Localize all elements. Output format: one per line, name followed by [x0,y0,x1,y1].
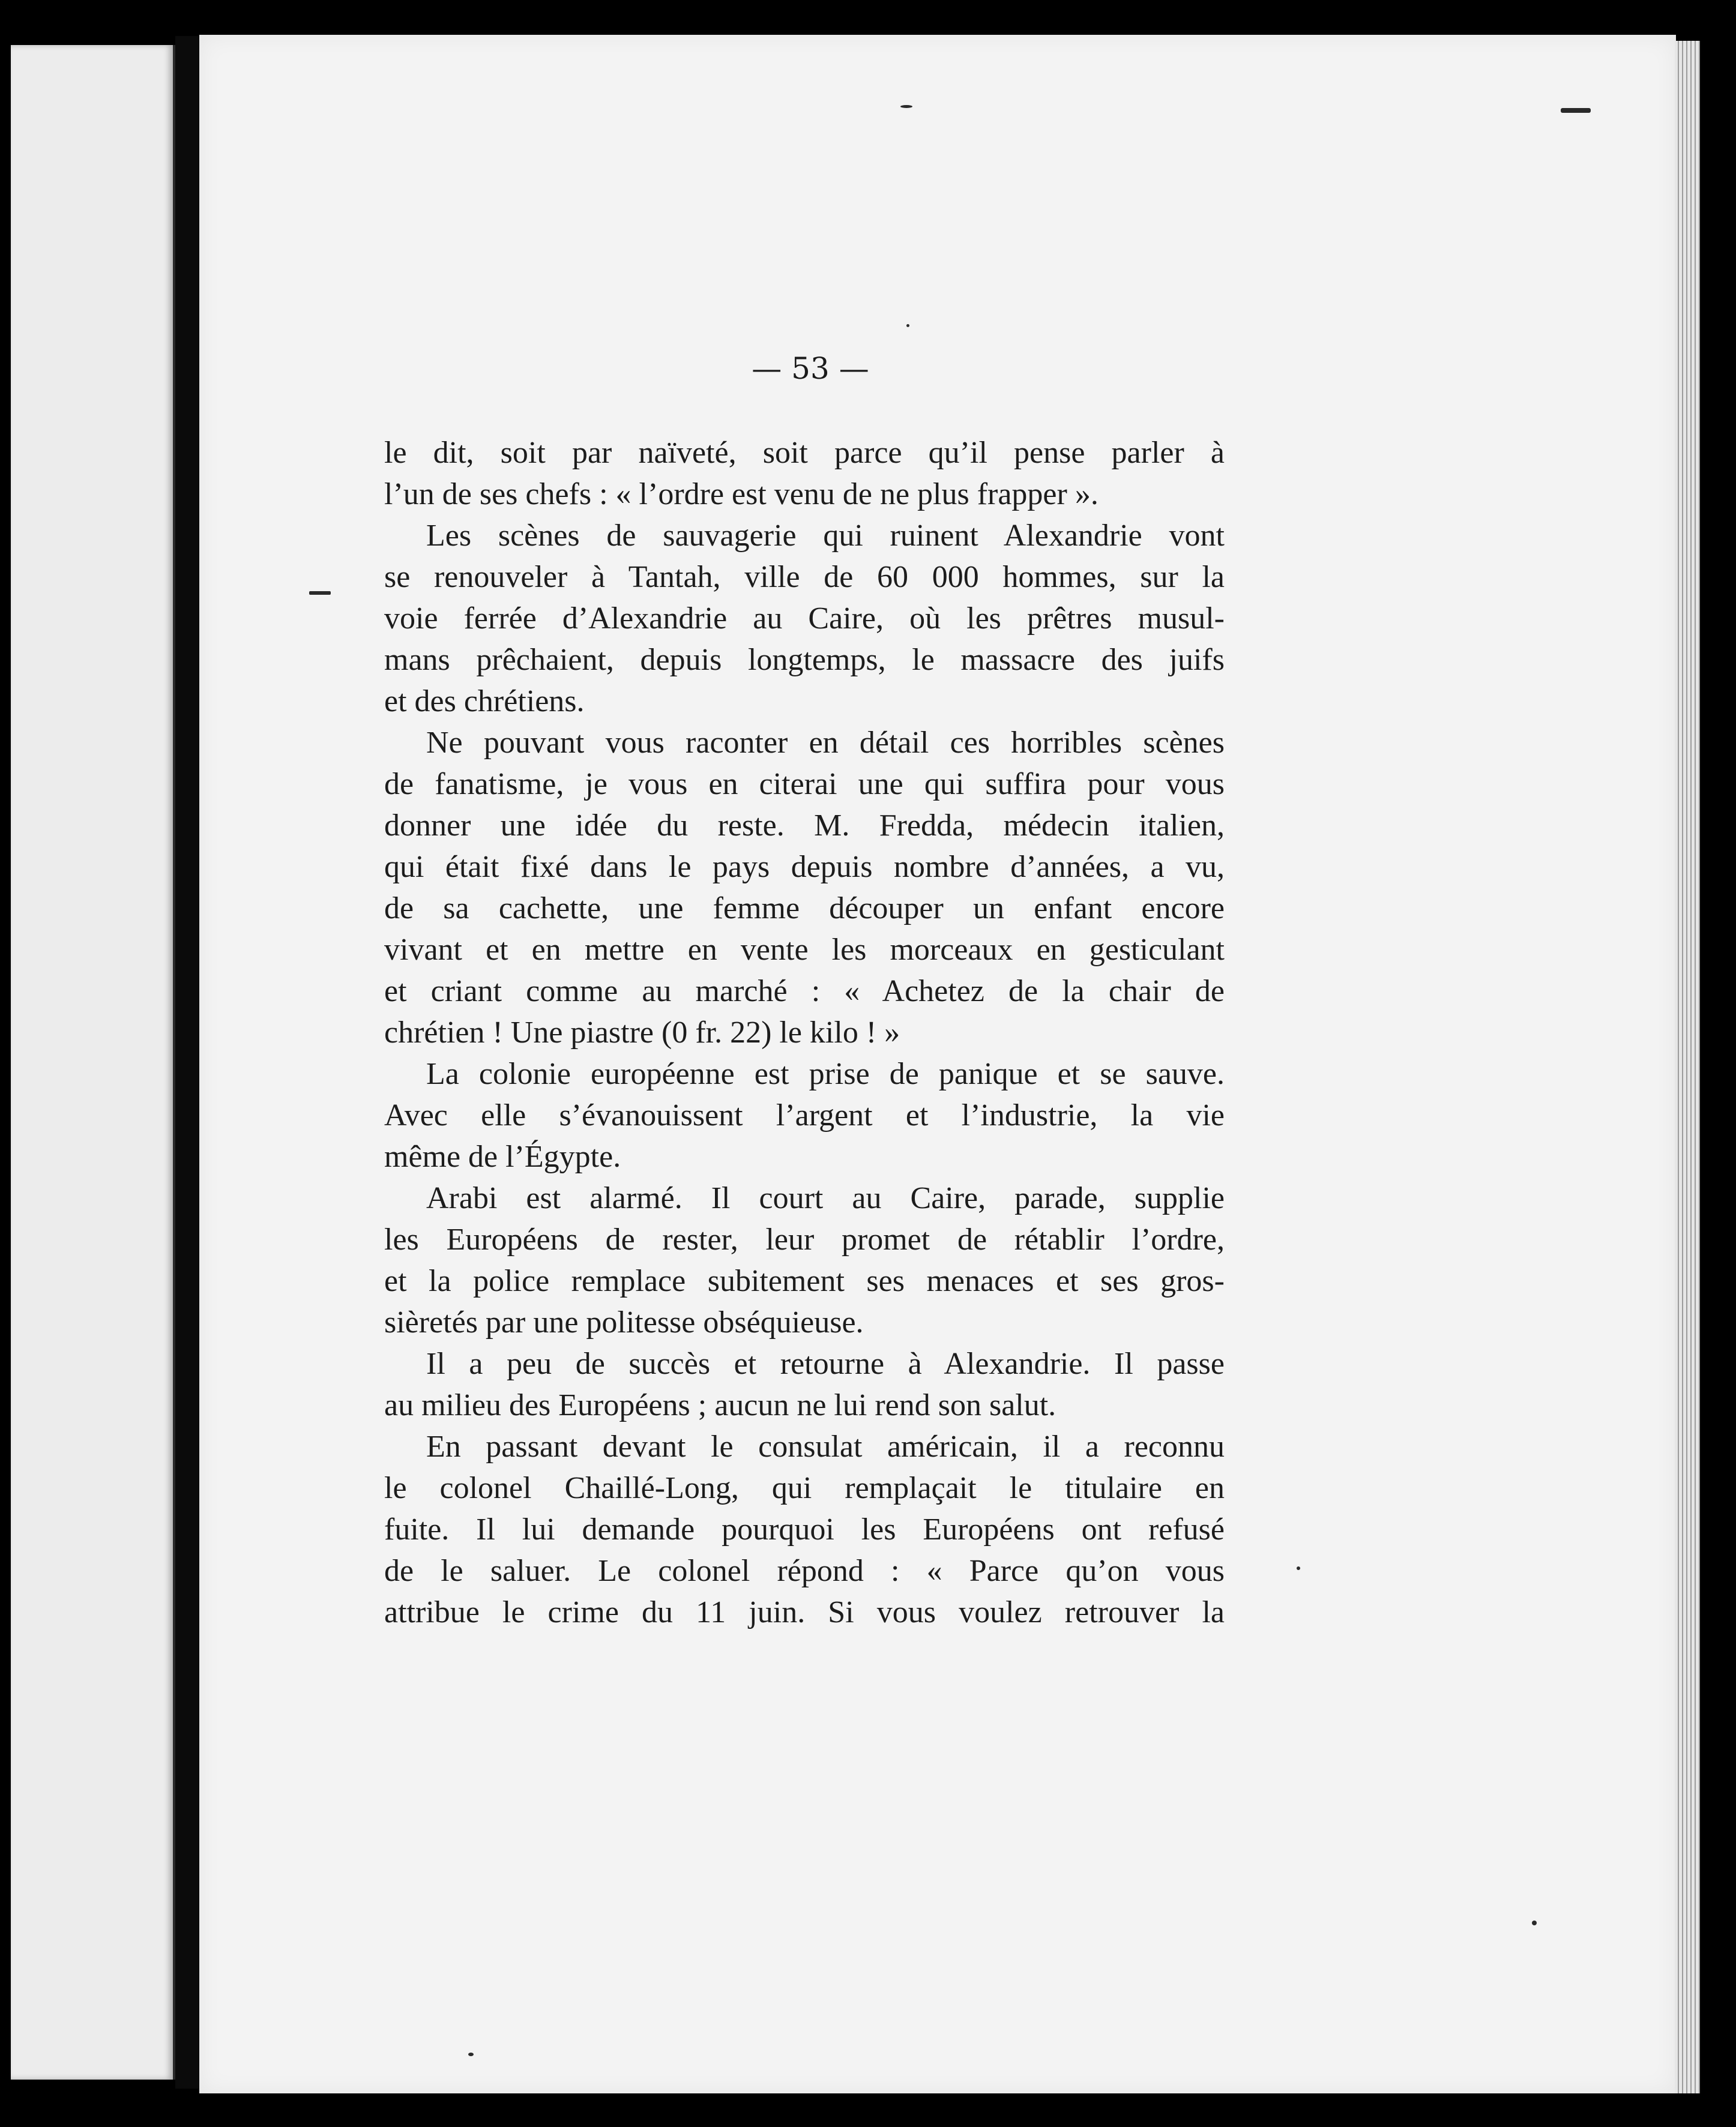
text-line: de sa cachette, une femme découper un enfant encore [384,891,1225,925]
text-line: vivant et en mettre en vente les morceaux en gesticulant [384,933,1225,967]
page-stack-edges [1675,41,1700,2093]
text-line: de le saluer. Le colonel répond : « Parce qu’on vous [384,1554,1225,1588]
text-line: qui était fixé dans le pays depuis nombre d’années, a vu, [384,850,1225,884]
scan-speck [906,324,909,327]
text-line: même de l’Égypte. [384,1140,621,1174]
scan-speck [1561,108,1591,113]
text-line: fuite. Il lui demande pourquoi les Européens ont refusé [384,1512,1225,1547]
scan-border-right [1700,36,1724,2101]
text-line: le colonel Chaillé-Long, qui remplaçait le titulaire en [384,1471,1225,1505]
text-line: En passant devant le consulat américain, il a reconnu [426,1430,1225,1464]
text-line: l’un de ses chefs : « l’ordre est venu de ne plus frapper ». [384,477,1099,511]
text-line: le dit, soit par naïveté, soit parce qu’il pense parler à [384,436,1225,470]
scan-speck [468,2053,474,2056]
scan-speck [309,591,331,595]
text-line: Arabi est alarmé. Il court au Caire, parade, supplie [426,1181,1225,1215]
text-line: et la police remplace subitement ses menaces et ses gros- [384,1264,1225,1298]
text-line: Ne pouvant vous raconter en détail ces horribles scènes [426,726,1225,760]
text-line: et criant comme au marché : « Achetez de la chair de [384,974,1225,1008]
text-line: mans prêchaient, depuis longtemps, le massacre des juifs [384,643,1225,677]
scan-speck [1532,1921,1537,1925]
text-line: les Européens de rester, leur promet de rétablir l’ordre, [384,1223,1225,1257]
text-line: se renouveler à Tantah, ville de 60 000 hommes, sur la [384,560,1225,594]
text-line: de fanatisme, je vous en citerai une qui suffira pour vous [384,767,1225,801]
text-line: et des chrétiens. [384,684,585,718]
text-line: chrétien ! Une piastre (0 fr. 22) le kilo ! » [384,1015,900,1050]
scan-speck [900,105,912,108]
text-line: au milieu des Européens ; aucun ne lui rend son salut. [384,1388,1056,1422]
text-line: attribue le crime du 11 juin. Si vous voulez retrouver la [384,1595,1225,1629]
body-text [384,432,1225,1633]
text-line: sièretés par une politesse obséquieuse. [384,1305,864,1340]
text-line: Il a peu de succès et retourne à Alexandrie. Il passe [426,1347,1225,1381]
previous-page-edge [11,45,175,2080]
text-line: donner une idée du reste. M. Fredda, médecin italien, [384,808,1225,843]
text-line: Avec elle s’évanouissent l’argent et l’industrie, la vie [384,1098,1225,1133]
text-line: Les scènes de sauvagerie qui ruinent Alexandrie vont [426,519,1225,553]
scan-speck [1297,1566,1300,1570]
book-gutter [175,36,199,2089]
text-line: voie ferrée d’Alexandrie au Caire, où les prêtres musul- [384,601,1225,636]
page-number: — 53 — [752,351,869,386]
text-line: La colonie européenne est prise de panique et se sauve. [426,1057,1225,1091]
